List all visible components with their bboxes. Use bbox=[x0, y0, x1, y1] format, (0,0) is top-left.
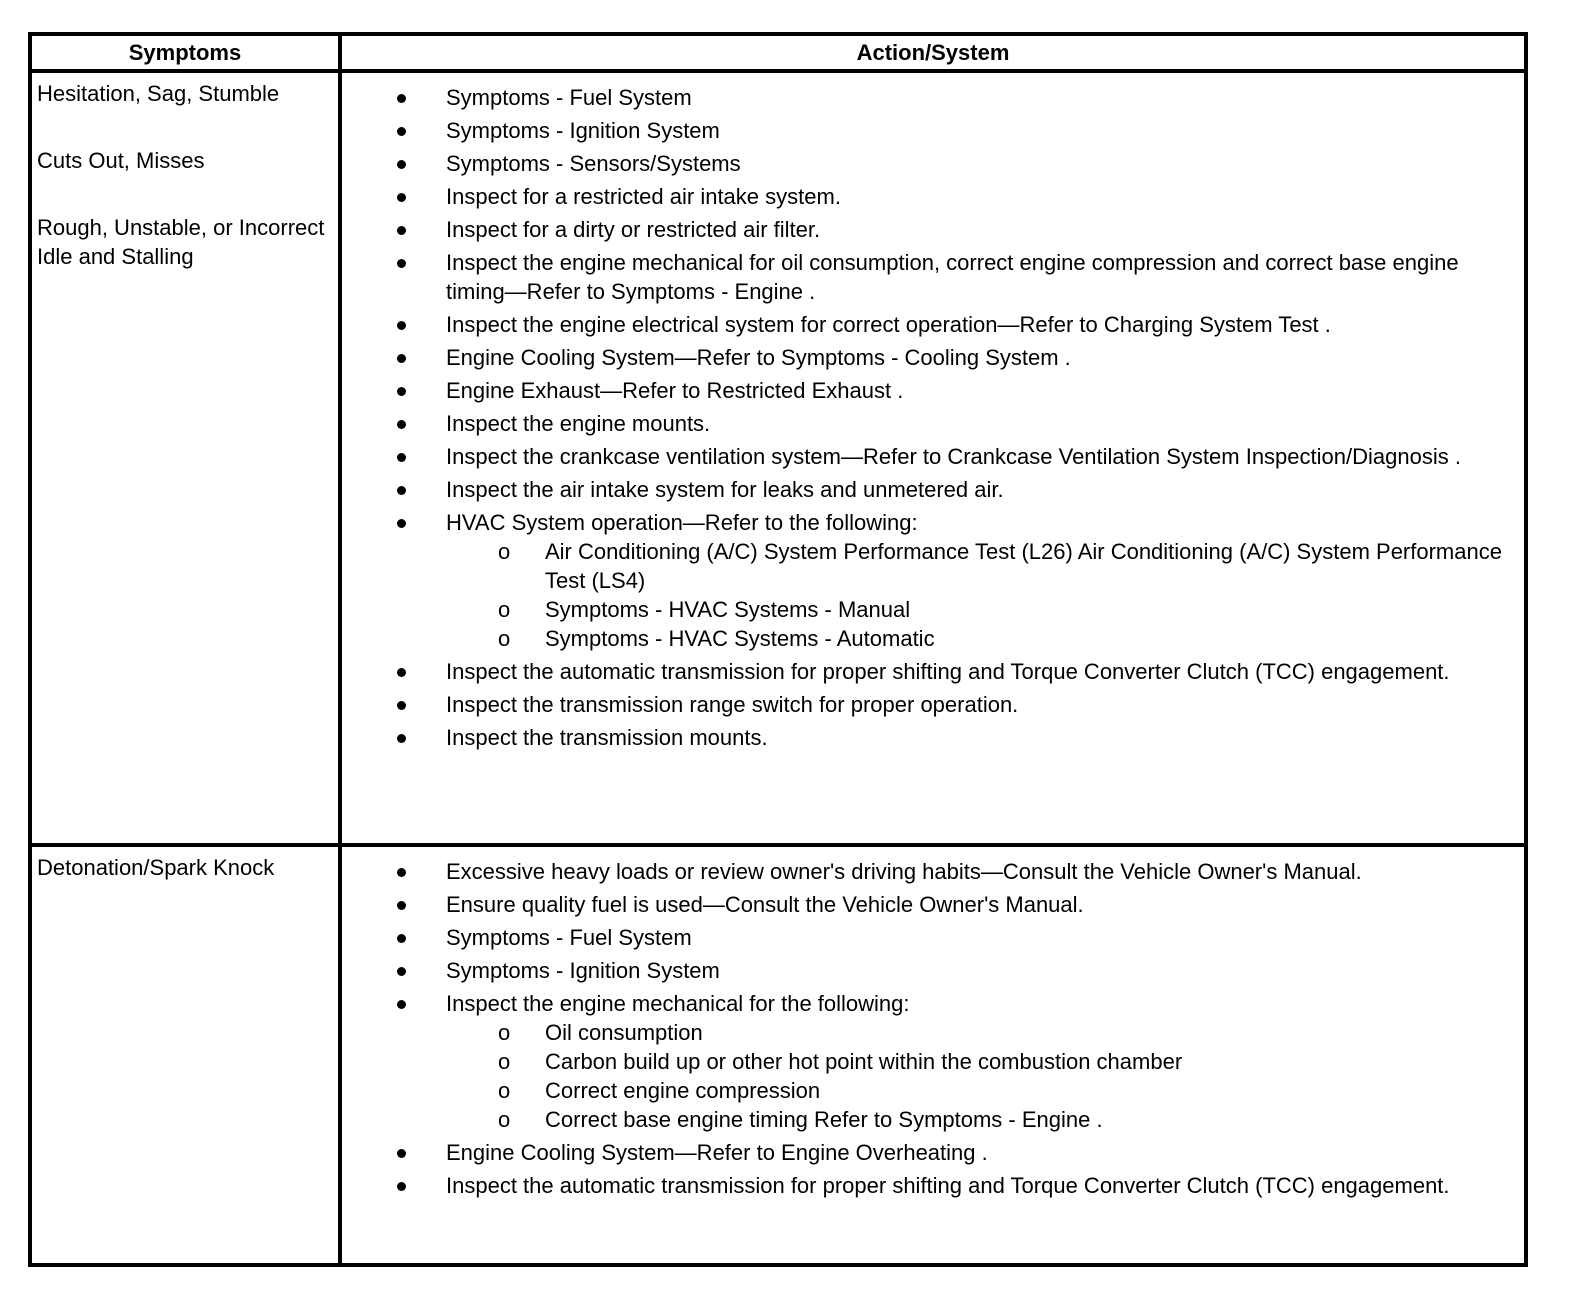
sub-list-item bbox=[446, 537, 1504, 595]
circle-bullet-icon: o bbox=[498, 539, 511, 564]
list-item bbox=[342, 923, 1504, 952]
bullet-icon bbox=[397, 387, 406, 396]
list-item bbox=[342, 116, 1504, 145]
action-text: Inspect the engine electrical system for correct operation—Refer to Charging System Test . bbox=[446, 312, 1331, 337]
action-text: HVAC System operation—Refer to the following: bbox=[446, 510, 918, 535]
action-text: Inspect the engine mechanical for the following: bbox=[446, 991, 910, 1016]
action-cell bbox=[340, 71, 1526, 845]
bullet-icon bbox=[397, 94, 406, 103]
bullet-icon bbox=[397, 1149, 406, 1158]
symptom-text: Cuts Out, Misses bbox=[37, 148, 205, 173]
action-text: Excessive heavy loads or review owner's driving habits—Consult the Vehicle Owner's Manual. bbox=[446, 859, 1362, 884]
list-item bbox=[342, 857, 1504, 886]
list-item bbox=[342, 1171, 1504, 1200]
circle-bullet-icon: o bbox=[498, 1049, 511, 1074]
sub-list bbox=[446, 1018, 1504, 1134]
list-item bbox=[342, 989, 1504, 1134]
sub-action-text: Carbon build up or other hot point within the combustion chamber bbox=[545, 1049, 1183, 1074]
symptoms-cell bbox=[30, 845, 340, 1265]
action-text: Inspect the engine mounts. bbox=[446, 411, 711, 436]
action-text: Inspect the transmission mounts. bbox=[446, 725, 768, 750]
bullet-icon bbox=[397, 193, 406, 202]
sub-list-item bbox=[446, 1105, 1504, 1134]
sub-list-item bbox=[446, 1076, 1504, 1105]
bullet-icon bbox=[397, 127, 406, 136]
symptoms-table bbox=[28, 32, 1528, 1267]
list-item bbox=[342, 657, 1504, 686]
action-text: Inspect the transmission range switch for proper operation. bbox=[446, 692, 1019, 717]
bullet-icon bbox=[397, 519, 406, 528]
sub-list-item bbox=[446, 1047, 1504, 1076]
list-item bbox=[342, 343, 1504, 372]
circle-bullet-icon: o bbox=[498, 1020, 511, 1045]
list-item bbox=[342, 149, 1504, 178]
bullet-icon bbox=[397, 901, 406, 910]
action-text: Engine Exhaust—Refer to Restricted Exhaust . bbox=[446, 378, 904, 403]
action-text: Engine Cooling System—Refer to Symptoms - Cooling System . bbox=[446, 345, 1071, 370]
list-item bbox=[342, 956, 1504, 985]
action-text: Inspect for a restricted air intake system. bbox=[446, 184, 841, 209]
bullet-icon bbox=[397, 226, 406, 235]
symptom-text: Hesitation, Sag, Stumble bbox=[37, 81, 280, 106]
list-item bbox=[342, 508, 1504, 653]
list-item bbox=[342, 310, 1504, 339]
action-text: Inspect the automatic transmission for proper shifting and Torque Converter Clutch (TCC) engagement. bbox=[446, 659, 1450, 684]
symptoms-cell bbox=[30, 71, 340, 845]
table-row bbox=[30, 845, 1526, 1265]
table-row bbox=[30, 71, 1526, 845]
sub-list-item bbox=[446, 1018, 1504, 1047]
sub-action-text: Symptoms - HVAC Systems - Automatic bbox=[545, 626, 935, 651]
list-item bbox=[342, 215, 1504, 244]
bullet-icon bbox=[397, 1000, 406, 1009]
action-list bbox=[342, 847, 1524, 1200]
action-list bbox=[342, 73, 1524, 752]
list-item bbox=[342, 475, 1504, 504]
action-text: Symptoms - Fuel System bbox=[446, 85, 692, 110]
header-row bbox=[30, 34, 1526, 71]
action-text: Inspect the engine mechanical for oil consumption, correct engine compression and correct base engine timing—Refer to Symptoms - Engine . bbox=[446, 250, 1459, 304]
bullet-icon bbox=[397, 734, 406, 743]
bullet-icon bbox=[397, 1182, 406, 1191]
symptom-text: Detonation/Spark Knock bbox=[37, 855, 275, 880]
sub-list bbox=[446, 537, 1504, 653]
sub-action-text: Oil consumption bbox=[545, 1020, 703, 1045]
bullet-icon bbox=[397, 453, 406, 462]
action-text: Inspect the crankcase ventilation system—Refer to Crankcase Ventilation System Inspection/Diagnosis . bbox=[446, 444, 1461, 469]
action-text: Symptoms - Sensors/Systems bbox=[446, 151, 741, 176]
sub-list-item bbox=[446, 624, 1504, 653]
action-text: Inspect the automatic transmission for proper shifting and Torque Converter Clutch (TCC) engagement. bbox=[446, 1173, 1450, 1198]
action-text: Ensure quality fuel is used—Consult the Vehicle Owner's Manual. bbox=[446, 892, 1084, 917]
sub-action-text: Symptoms - HVAC Systems - Manual bbox=[545, 597, 911, 622]
header-action-system: Action/System bbox=[340, 34, 1526, 71]
list-item bbox=[342, 1138, 1504, 1167]
header-symptoms: Symptoms bbox=[30, 34, 340, 71]
sub-action-text: Correct base engine timing Refer to Symptoms - Engine . bbox=[545, 1107, 1103, 1132]
action-text: Inspect the air intake system for leaks and unmetered air. bbox=[446, 477, 1004, 502]
list-item bbox=[342, 690, 1504, 719]
list-item bbox=[342, 83, 1504, 112]
list-item bbox=[342, 409, 1504, 438]
list-item bbox=[342, 248, 1504, 306]
bullet-icon bbox=[397, 259, 406, 268]
list-item bbox=[342, 723, 1504, 752]
circle-bullet-icon: o bbox=[498, 1078, 511, 1103]
bullet-icon bbox=[397, 160, 406, 169]
sub-list-item bbox=[446, 595, 1504, 624]
action-text: Engine Cooling System—Refer to Engine Overheating . bbox=[446, 1140, 988, 1165]
bullet-icon bbox=[397, 321, 406, 330]
list-item bbox=[342, 890, 1504, 919]
action-cell bbox=[340, 845, 1526, 1265]
bullet-icon bbox=[397, 420, 406, 429]
sub-action-text: Correct engine compression bbox=[545, 1078, 821, 1103]
list-item bbox=[342, 442, 1504, 471]
action-text: Symptoms - Fuel System bbox=[446, 925, 692, 950]
bullet-icon bbox=[397, 967, 406, 976]
list-item bbox=[342, 182, 1504, 211]
bullet-icon bbox=[397, 486, 406, 495]
sub-action-text: Air Conditioning (A/C) System Performance Test (L26) Air Conditioning (A/C) System Performance Test (LS4) bbox=[545, 539, 1502, 593]
action-text: Symptoms - Ignition System bbox=[446, 118, 720, 143]
action-text: Symptoms - Ignition System bbox=[446, 958, 720, 983]
list-item bbox=[342, 376, 1504, 405]
bullet-icon bbox=[397, 354, 406, 363]
symptom-text: Rough, Unstable, or Incorrect Idle and Stalling bbox=[37, 215, 325, 269]
bullet-icon bbox=[397, 668, 406, 677]
bullet-icon bbox=[397, 868, 406, 877]
bullet-icon bbox=[397, 934, 406, 943]
circle-bullet-icon: o bbox=[498, 626, 511, 651]
action-text: Inspect for a dirty or restricted air filter. bbox=[446, 217, 821, 242]
bullet-icon bbox=[397, 701, 406, 710]
circle-bullet-icon: o bbox=[498, 1107, 511, 1132]
circle-bullet-icon: o bbox=[498, 597, 511, 622]
